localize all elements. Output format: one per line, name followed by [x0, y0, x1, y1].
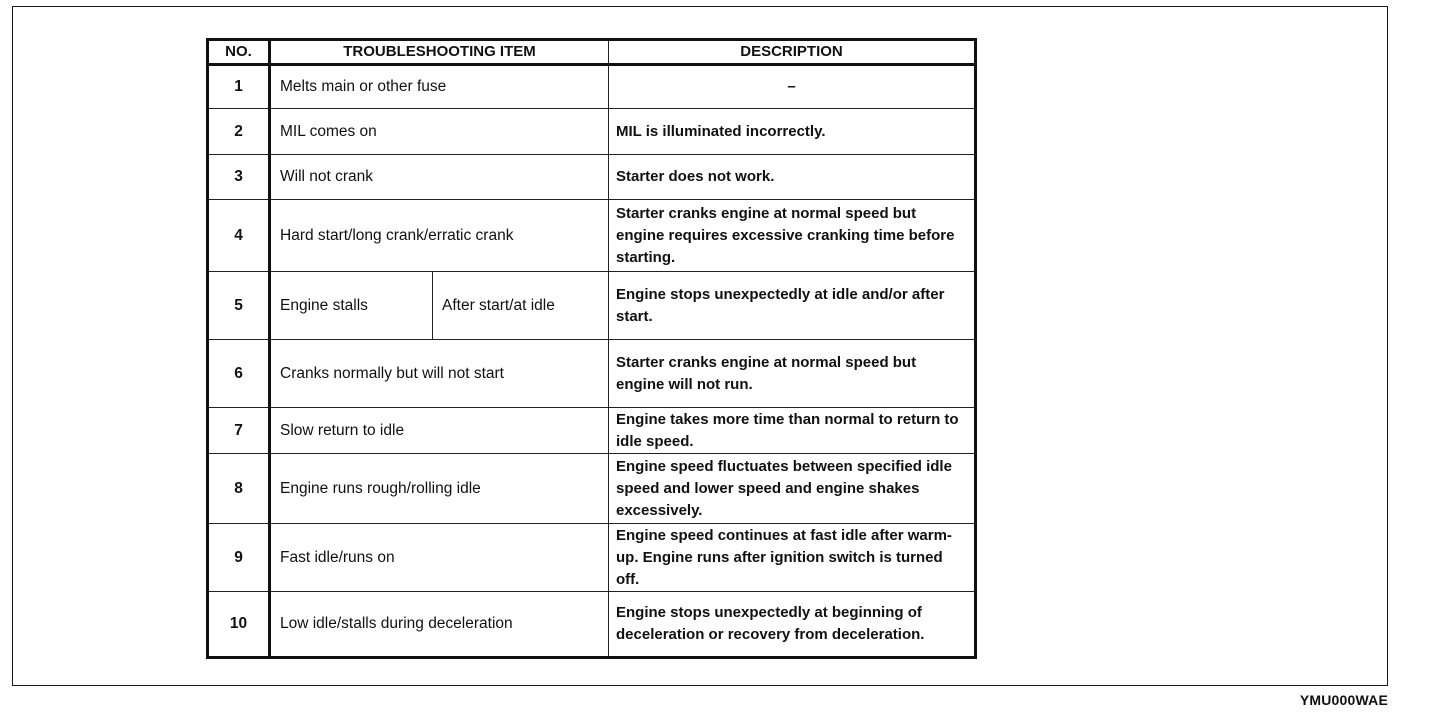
row-number: 9 [208, 524, 270, 592]
table-row [208, 524, 976, 592]
row-item: Engine stalls [270, 272, 433, 340]
header-no: NO. [208, 40, 270, 65]
figure-id: YMU000WAE [1299, 692, 1388, 708]
row-number: 10 [208, 592, 270, 658]
row-description [609, 65, 976, 109]
row-number: 7 [208, 408, 270, 454]
row-item: MIL comes on [270, 109, 609, 155]
row-description: Engine speed fluctuates between specified idle speed and lower speed and engine shakes excessively. [609, 454, 976, 524]
row-item: Slow return to idle [270, 408, 609, 454]
table-row [208, 155, 976, 200]
row-description: Starter cranks engine at normal speed but engine requires excessive cranking time before starting. [609, 200, 976, 272]
header-description: DESCRIPTION [609, 40, 976, 65]
table-row [208, 592, 976, 658]
table-row [208, 408, 976, 454]
row-item: Will not crank [270, 155, 609, 200]
row-item: Fast idle/runs on [270, 524, 609, 592]
row-item: Melts main or other fuse [270, 65, 609, 109]
table-row [208, 65, 976, 109]
table-row [208, 454, 976, 524]
row-number: 5 [208, 272, 270, 340]
table-row [208, 272, 976, 340]
row-number: 1 [208, 65, 270, 109]
table-row [208, 200, 976, 272]
table-header-row [208, 40, 976, 65]
row-item: Low idle/stalls during deceleration [270, 592, 609, 658]
row-number: 6 [208, 340, 270, 408]
row-description: Starter cranks engine at normal speed but engine will not run. [609, 340, 976, 408]
row-item: Engine runs rough/rolling idle [270, 454, 609, 524]
row-number: 8 [208, 454, 270, 524]
row-description: Starter does not work. [609, 155, 976, 200]
row-description: Engine stops unexpectedly at beginning of deceleration or recovery from deceleration. [609, 592, 976, 658]
row-number: 2 [208, 109, 270, 155]
row-item: Cranks normally but will not start [270, 340, 609, 408]
row-description: Engine takes more time than normal to return to idle speed. [609, 408, 976, 454]
row-number: 4 [208, 200, 270, 272]
row-description: MIL is illuminated incorrectly. [609, 109, 976, 155]
table-row [208, 109, 976, 155]
troubleshooting-table [206, 38, 977, 659]
row-description: Engine speed continues at fast idle after warm-up. Engine runs after ignition switch is turned off. [609, 524, 976, 592]
row-item: Hard start/long crank/erratic crank [270, 200, 609, 272]
header-troubleshooting-item: TROUBLESHOOTING ITEM [270, 40, 609, 65]
table-row [208, 340, 976, 408]
dash-text: – [787, 78, 796, 95]
row-sub-item: After start/at idle [433, 272, 609, 340]
row-description: Engine stops unexpectedly at idle and/or after start. [609, 272, 976, 340]
row-number: 3 [208, 155, 270, 200]
